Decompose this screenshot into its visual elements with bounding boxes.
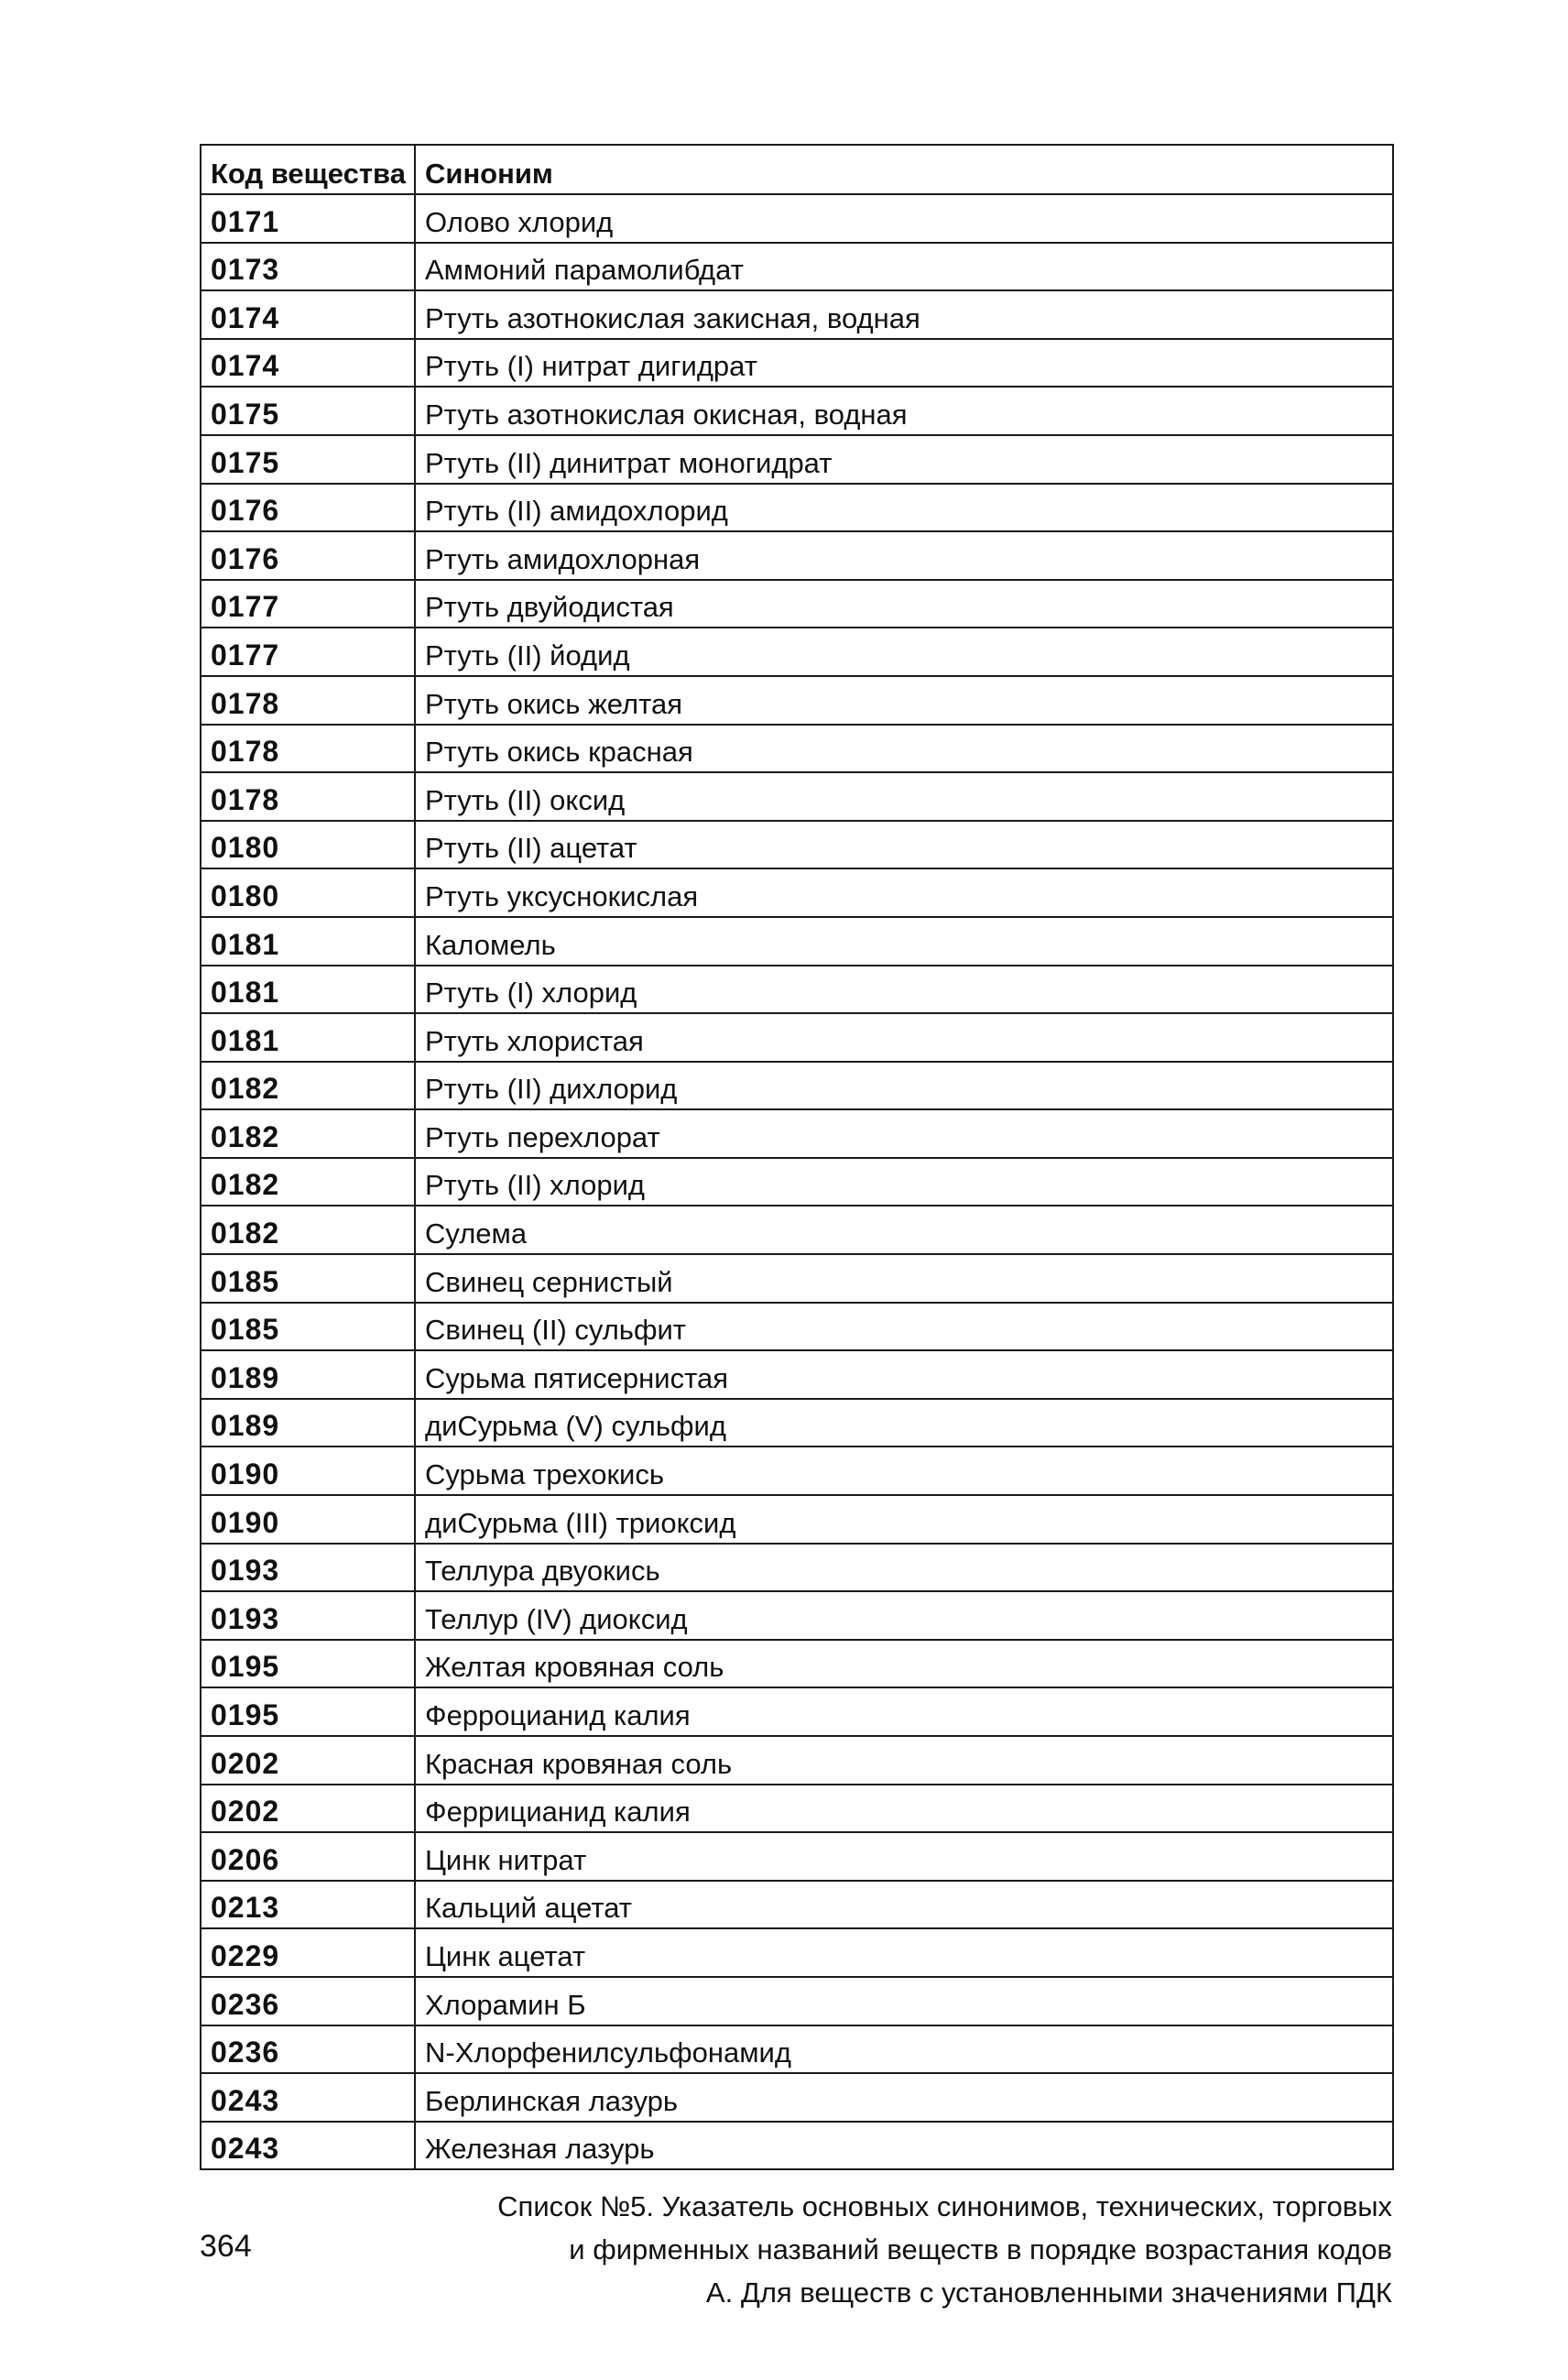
table-row	[201, 676, 1393, 725]
substance-code-cell: 0180	[201, 868, 415, 917]
synonym-cell: Ртуть уксуснокислая	[415, 868, 1393, 917]
substance-code-cell: 0171	[201, 194, 415, 243]
synonyms-table	[200, 144, 1394, 2170]
synonym-cell: Ртуть хлористая	[415, 1013, 1393, 1062]
table-row	[201, 1399, 1393, 1447]
synonym-cell: Ртуть (II) хлорид	[415, 1158, 1393, 1206]
substance-code-cell: 0190	[201, 1495, 415, 1544]
table-row	[201, 1109, 1393, 1158]
table-row	[201, 1495, 1393, 1544]
synonym-cell: Ферроцианид калия	[415, 1687, 1393, 1736]
substance-code-cell: 0195	[201, 1687, 415, 1736]
substance-code-cell: 0176	[201, 531, 415, 580]
substance-code-cell: 0178	[201, 725, 415, 773]
table-row	[201, 1928, 1393, 1977]
synonym-cell: Сурьма пятисернистая	[415, 1350, 1393, 1399]
substance-code-cell: 0176	[201, 484, 415, 532]
synonym-cell: Ртуть (II) динитрат моногидрат	[415, 435, 1393, 484]
substance-code-cell: 0236	[201, 2025, 415, 2074]
substance-code-cell: 0181	[201, 1013, 415, 1062]
synonym-cell: Ртуть (II) оксид	[415, 772, 1393, 821]
synonym-cell: Свинец сернистый	[415, 1254, 1393, 1303]
synonym-cell: Феррицианид калия	[415, 1785, 1393, 1833]
substance-code-cell: 0185	[201, 1254, 415, 1303]
substance-code-cell: 0181	[201, 966, 415, 1014]
synonym-cell: Ртуть азотнокислая окисная, водная	[415, 387, 1393, 435]
substance-code-cell: 0173	[201, 243, 415, 291]
synonym-cell: Желтая кровяная соль	[415, 1640, 1393, 1688]
substance-code-cell: 0202	[201, 1785, 415, 1833]
substance-code-cell: 0180	[201, 821, 415, 869]
substance-code-cell: 0213	[201, 1881, 415, 1929]
synonym-cell: Ртуть окись желтая	[415, 676, 1393, 725]
synonym-cell: Берлинская лазурь	[415, 2073, 1393, 2122]
substance-code-cell: 0177	[201, 628, 415, 676]
substance-code-cell: 0182	[201, 1062, 415, 1110]
substance-code-cell: 0182	[201, 1109, 415, 1158]
substance-code-cell: 0195	[201, 1640, 415, 1688]
synonym-cell: диСурьма (III) триоксид	[415, 1495, 1393, 1544]
table-row	[201, 966, 1393, 1014]
substance-code-cell: 0193	[201, 1591, 415, 1640]
table-body	[201, 194, 1393, 2169]
table-header-row	[201, 145, 1393, 194]
table-row	[201, 725, 1393, 773]
table-row	[201, 1062, 1393, 1110]
substance-code-cell: 0175	[201, 387, 415, 435]
substance-code-cell: 0177	[201, 580, 415, 628]
table-row	[201, 1013, 1393, 1062]
substance-code-cell: 0175	[201, 435, 415, 484]
table-row	[201, 868, 1393, 917]
substance-code-cell: 0174	[201, 339, 415, 388]
synonym-cell: Аммоний парамолибдат	[415, 243, 1393, 291]
synonym-cell: Цинк ацетат	[415, 1928, 1393, 1977]
caption-line: и фирменных названий веществ в порядке возрастания кодов	[569, 2233, 1392, 2265]
table-row	[201, 628, 1393, 676]
synonym-cell: Железная лазурь	[415, 2122, 1393, 2170]
table-row	[201, 2025, 1393, 2074]
synonym-cell: Ртуть (II) дихлорид	[415, 1062, 1393, 1110]
synonym-cell: Ртуть окись красная	[415, 725, 1393, 773]
table-row	[201, 339, 1393, 388]
synonym-cell: Ртуть (II) амидохлорид	[415, 484, 1393, 532]
synonym-cell: диСурьма (V) сульфид	[415, 1399, 1393, 1447]
synonym-cell: Ртуть (I) нитрат дигидрат	[415, 339, 1393, 388]
synonym-cell: N-Хлорфенилсульфонамид	[415, 2025, 1393, 2074]
table-row	[201, 772, 1393, 821]
table-row	[201, 1977, 1393, 2025]
substance-code-cell: 0185	[201, 1303, 415, 1351]
table-row	[201, 1206, 1393, 1254]
substance-code-cell: 0182	[201, 1158, 415, 1206]
table-row	[201, 290, 1393, 339]
table-row	[201, 1640, 1393, 1688]
table-row	[201, 1350, 1393, 1399]
table-row	[201, 243, 1393, 291]
substance-code-cell: 0174	[201, 290, 415, 339]
synonym-cell: Ртуть двуйодистая	[415, 580, 1393, 628]
substance-code-cell: 0236	[201, 1977, 415, 2025]
table-row	[201, 1785, 1393, 1833]
table-row	[201, 1736, 1393, 1785]
substance-code-cell: 0189	[201, 1399, 415, 1447]
table-row	[201, 1303, 1393, 1351]
substance-code-cell: 0193	[201, 1544, 415, 1592]
synonym-cell: Ртуть (II) йодид	[415, 628, 1393, 676]
table-row	[201, 1447, 1393, 1495]
substance-code-cell: 0178	[201, 676, 415, 725]
table-row	[201, 387, 1393, 435]
substance-code-cell: 0202	[201, 1736, 415, 1785]
synonym-cell: Ртуть азотнокислая закисная, водная	[415, 290, 1393, 339]
synonym-cell: Красная кровяная соль	[415, 1736, 1393, 1785]
table-row	[201, 917, 1393, 966]
substance-code-cell: 0189	[201, 1350, 415, 1399]
table-row	[201, 821, 1393, 869]
synonym-cell: Теллур (IV) диоксид	[415, 1591, 1393, 1640]
synonym-cell: Ртуть перехлорат	[415, 1109, 1393, 1158]
caption-line: А. Для веществ с установленными значениями ПДК	[705, 2276, 1392, 2309]
table-row	[201, 1591, 1393, 1640]
synonym-cell: Цинк нитрат	[415, 1832, 1393, 1881]
substance-code-cell: 0206	[201, 1832, 415, 1881]
page-number: 364	[200, 2229, 252, 2264]
substance-code-cell: 0181	[201, 917, 415, 966]
caption-line: Список №5. Указатель основных синонимов, технических, торговых	[497, 2190, 1392, 2222]
table-row	[201, 531, 1393, 580]
synonym-cell: Хлорамин Б	[415, 1977, 1393, 2025]
table-row	[201, 1881, 1393, 1929]
column-header-synonym: Синоним	[415, 145, 1393, 194]
table-row	[201, 194, 1393, 243]
table-row	[201, 580, 1393, 628]
substance-code-cell: 0243	[201, 2122, 415, 2170]
synonym-cell: Сулема	[415, 1206, 1393, 1254]
synonym-cell: Кальций ацетат	[415, 1881, 1393, 1929]
synonym-cell: Ртуть (II) ацетат	[415, 821, 1393, 869]
synonym-cell: Олово хлорид	[415, 194, 1393, 243]
synonym-cell: Свинец (II) сульфит	[415, 1303, 1393, 1351]
synonym-cell: Ртуть (I) хлорид	[415, 966, 1393, 1014]
synonym-cell: Сурьма трехокись	[415, 1447, 1393, 1495]
table-row	[201, 1687, 1393, 1736]
substance-code-cell: 0182	[201, 1206, 415, 1254]
table-row	[201, 1544, 1393, 1592]
table-row	[201, 2122, 1393, 2170]
synonym-cell: Каломель	[415, 917, 1393, 966]
table-row	[201, 1158, 1393, 1206]
substance-code-cell: 0229	[201, 1928, 415, 1977]
synonym-cell: Теллура двуокись	[415, 1544, 1393, 1592]
substance-code-cell: 0178	[201, 772, 415, 821]
table-row	[201, 1254, 1393, 1303]
substance-code-cell: 0243	[201, 2073, 415, 2122]
list-caption	[476, 2185, 1392, 2314]
table-row	[201, 1832, 1393, 1881]
table-row	[201, 484, 1393, 532]
substance-code-cell: 0190	[201, 1447, 415, 1495]
table-row	[201, 2073, 1393, 2122]
column-header-code: Код вещества	[201, 145, 415, 194]
table-row	[201, 435, 1393, 484]
synonym-cell: Ртуть амидохлорная	[415, 531, 1393, 580]
